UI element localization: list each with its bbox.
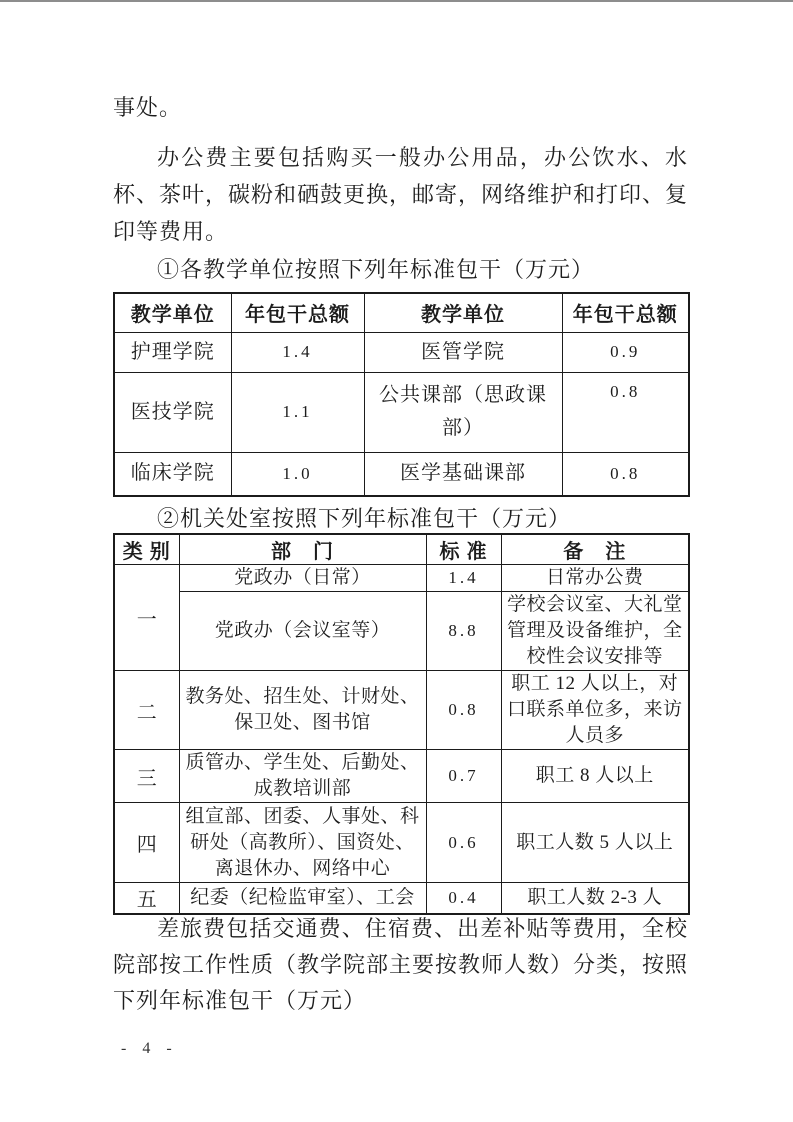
table-cell: 0.8 (562, 372, 689, 452)
admin-offices-table (113, 533, 690, 915)
table-cell: 学校会议室、大礼堂管理及设备维护，全校性会议安排等 (501, 592, 689, 671)
table-row (114, 750, 689, 803)
table-row (114, 372, 689, 452)
table-cell: 党政办（日常） (179, 565, 426, 592)
table-cell: 纪委（纪检监审室）、工会 (179, 883, 426, 914)
category-cell: 三 (114, 750, 179, 803)
category-cell: 一 (114, 565, 179, 671)
column-header: 年包干总额 (231, 293, 364, 332)
table-cell: 医学基础课部 (364, 452, 562, 496)
table-header-row (114, 293, 689, 332)
table-cell: 临床学院 (114, 452, 231, 496)
page-number: - 4 - (121, 1040, 178, 1057)
teaching-units-table (113, 292, 690, 497)
table-row (114, 332, 689, 372)
table-row (114, 452, 689, 496)
table-cell: 8.8 (426, 592, 501, 671)
table-cell: 医技学院 (114, 372, 231, 452)
table-cell: 职工 12 人以上，对口联系单位多，来访人员多 (501, 671, 689, 750)
table1-caption: ①各教学单位按照下列年标准包干（万元） (157, 257, 595, 282)
table-row (114, 803, 689, 883)
table-cell: 公共课部（思政课部） (364, 372, 562, 452)
column-header: 年包干总额 (562, 293, 689, 332)
paragraph-office-expenses: 办公费主要包括购买一般办公用品，办公饮水、水杯、茶叶，碳粉和硒鼓更换，邮寄，网络维护和打印、复印等费用。 (113, 145, 689, 244)
column-header: 标 准 (426, 534, 501, 565)
column-header: 部 门 (179, 534, 426, 565)
table-cell: 0.9 (562, 332, 689, 372)
column-header: 备 注 (501, 534, 689, 565)
table-cell: 1.4 (426, 565, 501, 592)
table-cell: 0.4 (426, 883, 501, 914)
column-header: 教学单位 (114, 293, 231, 332)
table-row (114, 592, 689, 671)
category-cell: 五 (114, 883, 179, 914)
table-cell: 职工人数 2-3 人 (501, 883, 689, 914)
table-cell: 护理学院 (114, 332, 231, 372)
table-header-row (114, 534, 689, 565)
table-cell: 职工 8 人以上 (501, 750, 689, 803)
column-header: 类 别 (114, 534, 179, 565)
table-cell: 0.8 (426, 671, 501, 750)
table-row (114, 883, 689, 914)
table-cell: 质管办、学生处、后勤处、成教培训部 (179, 750, 426, 803)
table-cell: 组宣部、团委、人事处、科研处（高教所）、国资处、离退休办、网络中心 (179, 803, 426, 883)
table-cell: 医管学院 (364, 332, 562, 372)
paragraph-continuation: 事处。 (113, 95, 183, 120)
table-cell: 0.6 (426, 803, 501, 883)
table-row (114, 565, 689, 592)
table-cell: 0.8 (562, 452, 689, 496)
table-cell: 职工人数 5 人以上 (501, 803, 689, 883)
table-cell: 日常办公费 (501, 565, 689, 592)
table-cell: 1.4 (231, 332, 364, 372)
table-cell: 1.0 (231, 452, 364, 496)
table2-caption: ②机关处室按照下列年标准包干（万元） (157, 506, 572, 531)
column-header: 教学单位 (364, 293, 562, 332)
table-row (114, 671, 689, 750)
table-cell: 1.1 (231, 372, 364, 452)
table-cell: 党政办（会议室等） (179, 592, 426, 671)
table-cell: 0.7 (426, 750, 501, 803)
category-cell: 四 (114, 803, 179, 883)
document-page (113, 0, 688, 1019)
category-cell: 二 (114, 671, 179, 750)
paragraph-travel-expenses: 差旅费包括交通费、住宿费、出差补贴等费用，全校院部按工作性质（教学院部主要按教师人数）分类，按照下列年标准包干（万元） (113, 915, 689, 1013)
table-cell: 教务处、招生处、计财处、保卫处、图书馆 (179, 671, 426, 750)
